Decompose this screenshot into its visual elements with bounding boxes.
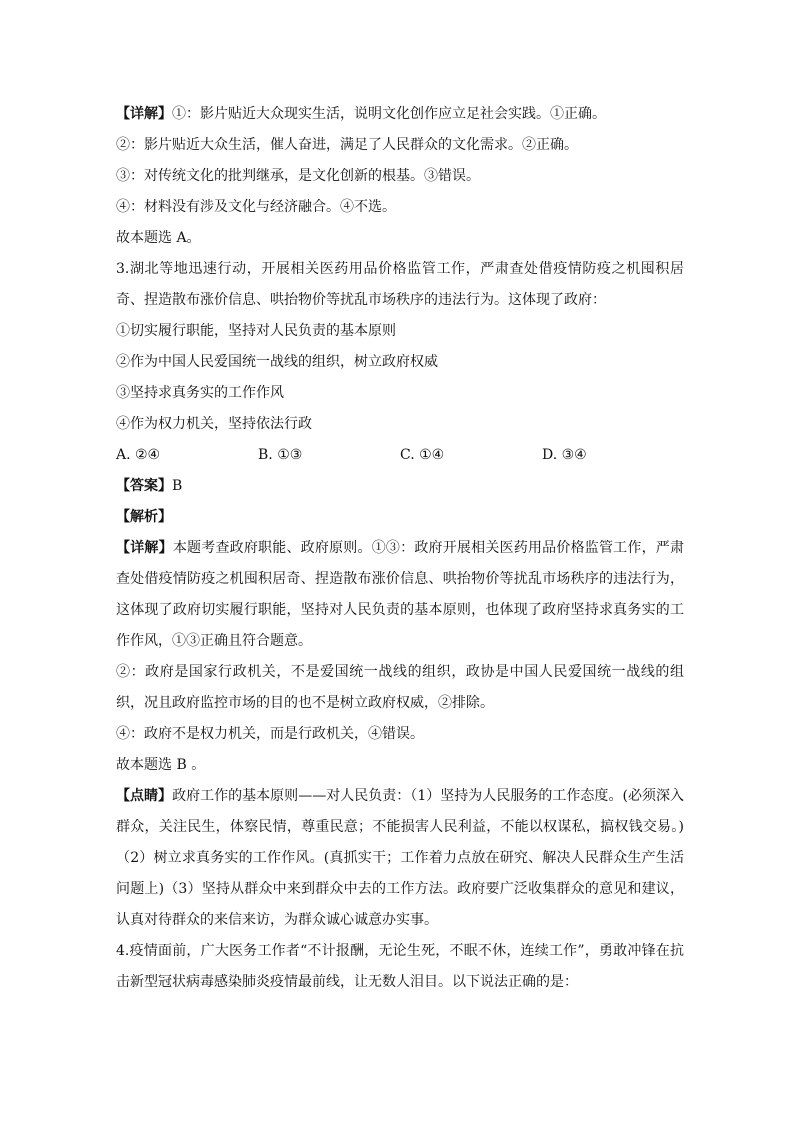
q3-item-2: ②作为中国人民爱国统一战线的组织，树立政府权威 <box>116 354 438 370</box>
analysis-tag: 【解析】 <box>116 509 172 525</box>
prev-line-4: ④：材料没有涉及文化与经济融合。④不选。 <box>116 199 396 215</box>
q3-stem: 3.湖北等地迅速行动，开展相关医药用品价格监管工作，严肃查处借疫情防疫之机囤积居奇、捏造散布涨价信息、哄抬物价等扰乱市场秩序的违法行为。这体现了政府： <box>116 261 684 308</box>
q3-options <box>116 440 684 471</box>
answer-tag: 【答案】 <box>116 478 172 494</box>
detail-text: 本题考查政府职能、政府原则。①③：政府开展相关医药用品价格监管工作，严肃查处借疫情防疫之机囤积居奇、捏造散布涨价信息、哄抬物价等扰乱市场秩序的违法行为，这体现了政府切实履行职能，坚持对人民负责的基本原则，也体现了政府坚持求真务实的工作作风，①③正确且符合题意。 <box>116 540 685 649</box>
detail-tag: 【详解】 <box>116 106 172 122</box>
q3-option-d: D. ③④ <box>542 447 587 463</box>
q3-analysis <box>116 502 684 533</box>
q3-answer <box>116 471 684 502</box>
q3-option-a: A. ②④ <box>116 447 161 463</box>
q3-detail <box>116 533 684 657</box>
document-content <box>116 99 684 998</box>
detail-tag: 【详解】 <box>116 540 173 556</box>
prev-line-2: ②：影片贴近大众生活，催人奋进，满足了人民群众的文化需求。②正确。 <box>116 137 578 153</box>
answer-value: B <box>172 478 183 494</box>
q3-detail-2: ②：政府是国家行政机关，不是爱国统一战线的组织，政协是中国人民爱国统一战线的组织，况且政府监控市场的目的也不是树立政府权威，②排除。 <box>116 664 684 711</box>
point-tag: 【点睛】 <box>116 788 173 804</box>
q3-conclusion: 故本题选 B 。 <box>116 757 206 773</box>
prev-conclusion: 故本题选 A。 <box>116 230 201 246</box>
q3-item-4: ④作为权力机关，坚持依法行政 <box>116 416 312 432</box>
detail-text: ①：影片贴近大众现实生活，说明文化创作应立足社会实践。①正确。 <box>172 106 606 122</box>
prev-detail-line <box>116 99 684 130</box>
q3-option-c: C. ①④ <box>400 447 445 463</box>
q3-point <box>116 781 684 936</box>
prev-line-3: ③：对传统文化的批判继承，是文化创新的根基。③错误。 <box>116 168 480 184</box>
q4-stem: 4.疫情面前，广大医务工作者“不计报酬，无论生死，不眠不休，连续工作”，勇敢冲锋在抗击新型冠状病毒感染肺炎疫情最前线，让无数人泪目。以下说法正确的是： <box>116 943 684 990</box>
q3-option-b: B. ①③ <box>258 447 303 463</box>
q3-detail-3: ④：政府不是权力机关，而是行政机关，④错误。 <box>116 726 424 742</box>
q3-item-1: ①切实履行职能，坚持对人民负责的基本原则 <box>116 323 396 339</box>
q3-item-3: ③坚持求真务实的工作作风 <box>116 385 284 401</box>
point-text: 政府工作的基本原则——对人民负责：（1）坚持为人民服务的工作态度。(必须深入群众，关注民生，体察民情，尊重民意；不能损害人民利益，不能以权谋私，搞权钱交易。)（2）树立求真务实的工作作风。(真抓实干；工作着力点放在研究、解决人民群众生产生活问题上)（3）坚持从群众中来到群众中去的工作方法。政府要广泛收集群众的意见和建议，认真对待群众的来信来访，为群众诚心诚意办实事。 <box>116 788 684 928</box>
